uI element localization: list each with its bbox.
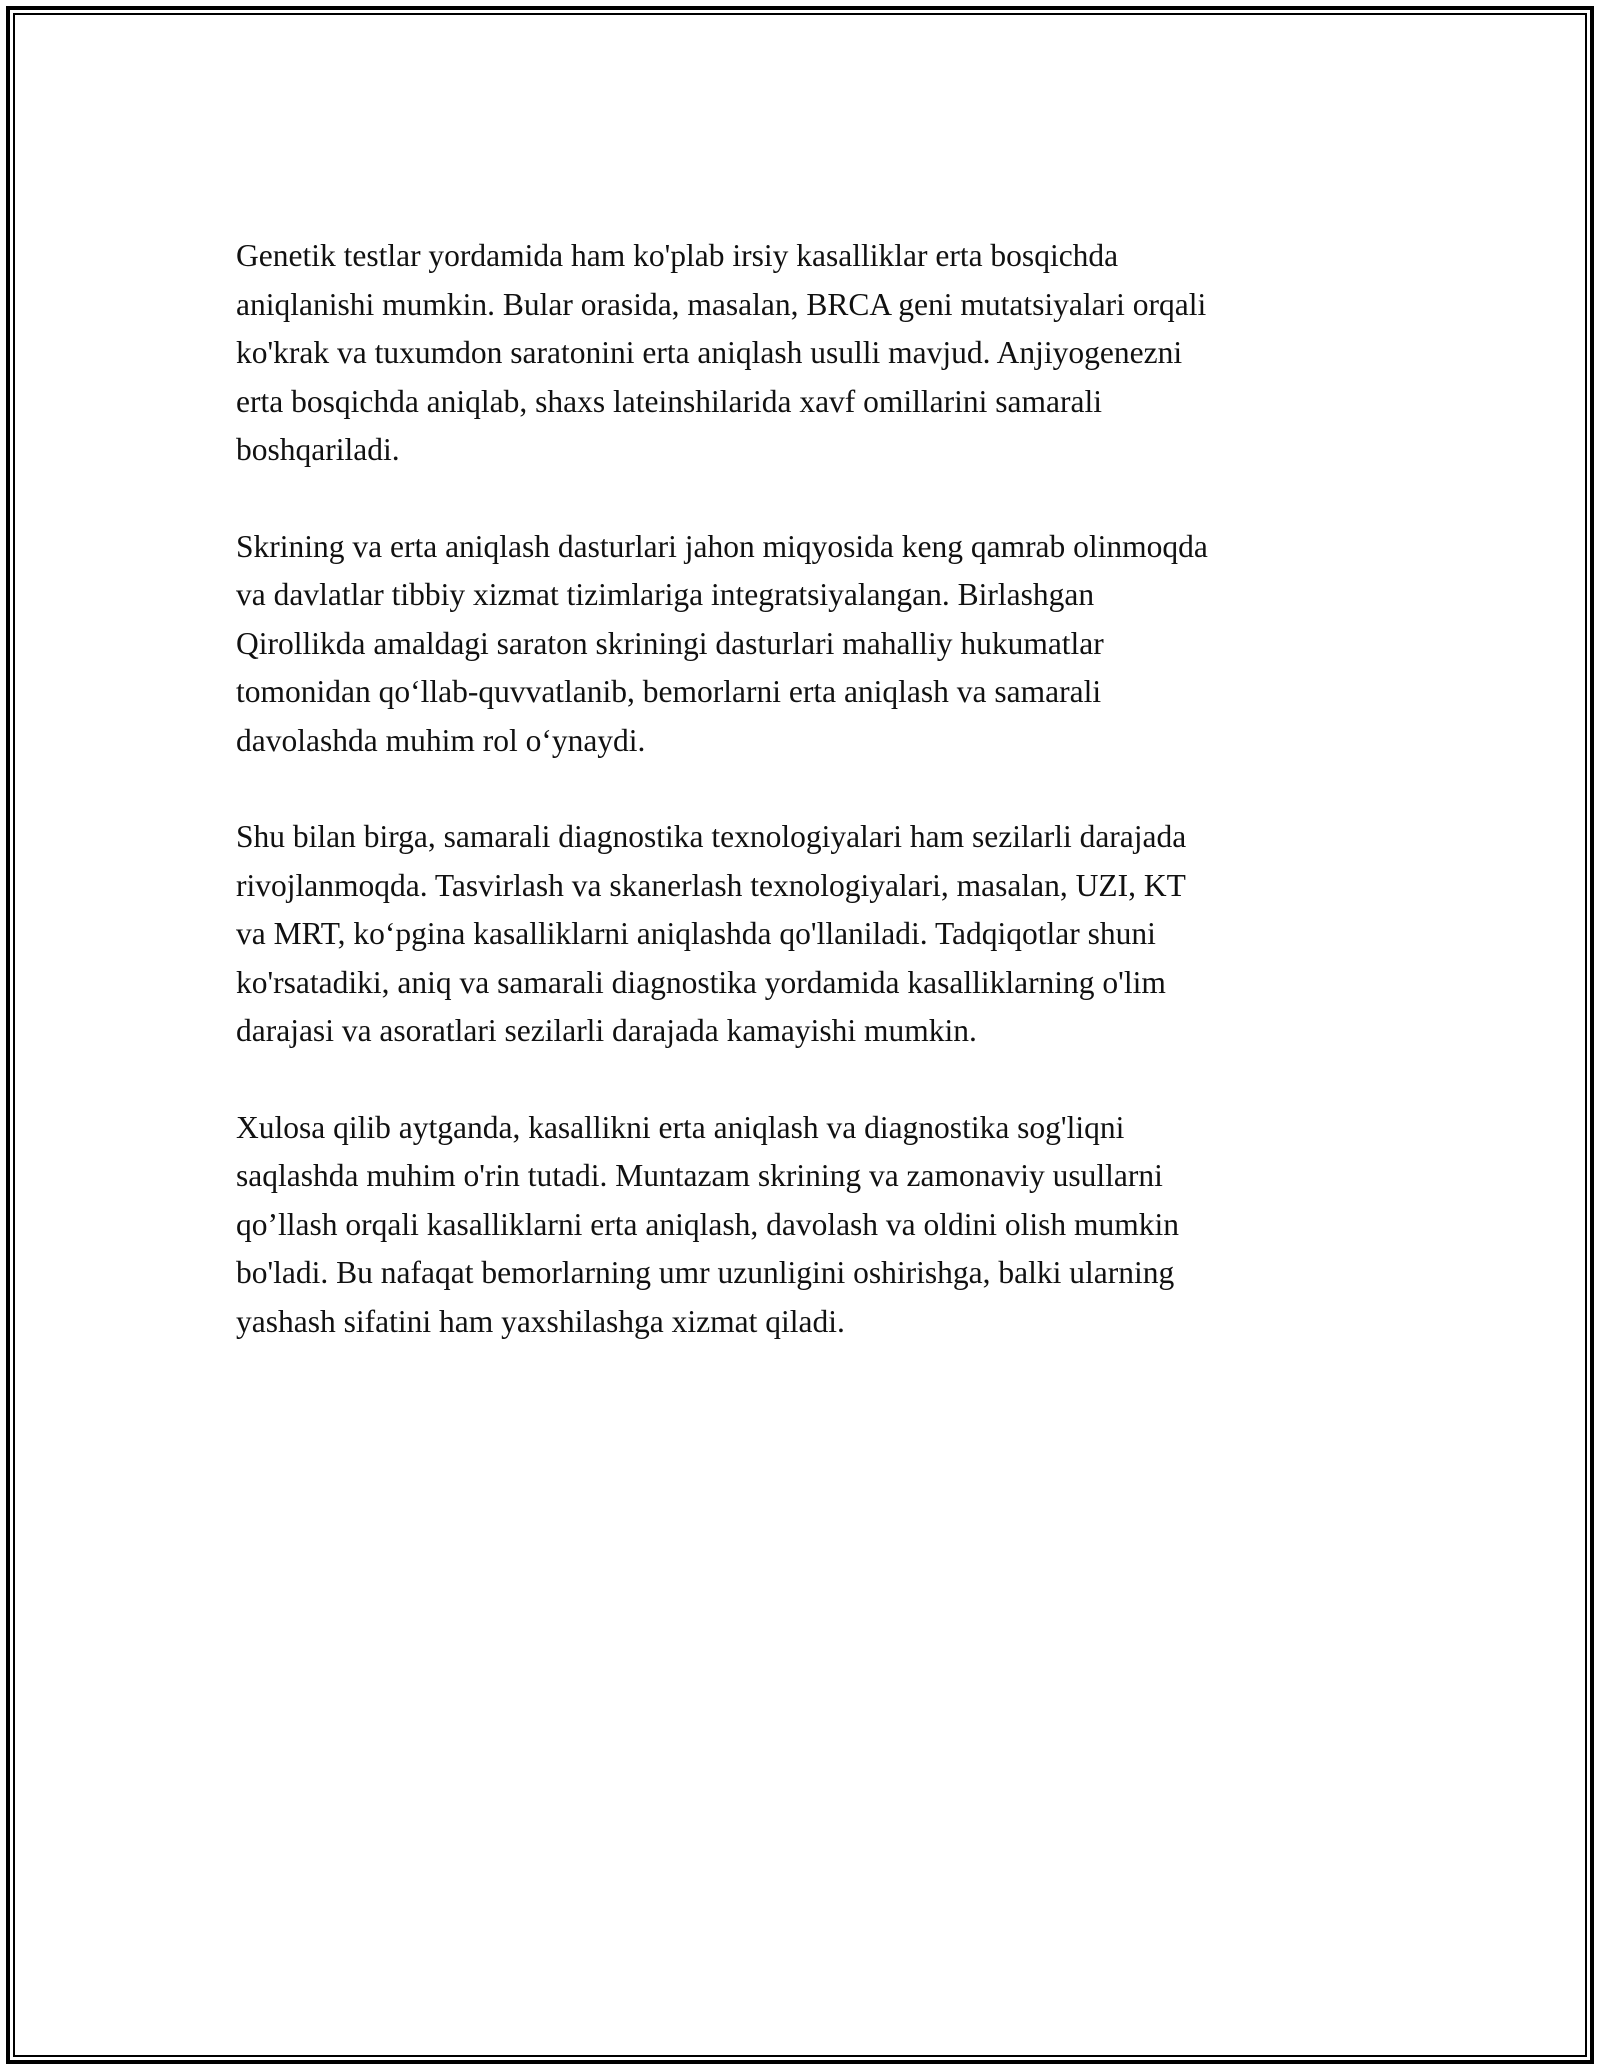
paragraph-conclusion: Xulosa qilib aytganda, kasallikni erta aniqlash va diagnostika sog'liqni saqlashda muhim o'rin tutadi. Muntazam skrining va zamonaviy usullarni qo’llash orqali kasalliklarni erta aniqlash, davolash va oldini olish mumkin bo'ladi. Bu nafaqat bemorlarning umr uzunligini oshirishga, balki ularning yashash sifatini ham yaxshilashga xizmat qiladi. — [236, 1109, 1180, 1339]
document-body — [236, 232, 1376, 1394]
paragraph-genetic-tests: Genetik testlar yordamida ham ko'plab irsiy kasalliklar erta bosqichda aniqlanishi mumkin. Bular orasida, masalan, BRCA geni mutatsiyalari orqali ko'krak va tuxumdon saratonini erta aniqlash usulli mavjud. Anjiyogenezni erta bosqichda aniqlab, shaxs lateinshilarida xavf omillarini samarali boshqariladi. — [236, 238, 1207, 467]
paragraph-screening-programs: Skrining va erta aniqlash dasturlari jahon miqyosida keng qamrab olinmoqda va davlatlar tibbiy xizmat tizimlariga integratsiyalangan. Birlashgan Qirollikda amaldagi saraton skriningi dasturlari mahalliy hukumatlar tomonidan qo‘llab-quvvatlanib, bemorlarni erta aniqlash va samarali davolashda muhim rol o‘ynaydi. — [236, 528, 1208, 758]
paragraph-diagnostic-technologies: Shu bilan birga, samarali diagnostika texnologiyalari ham sezilarli darajada rivojlanmoqda. Tasvirlash va skanerlash texnologiyalari, masalan, UZI, KT va MRT, ko‘pgina kasalliklarni aniqlashda qo'llaniladi. Tadqiqotlar shuni ko'rsatadiki, aniq va samarali diagnostika yordamida kasalliklarning o'lim darajasi va asoratlari sezilarli darajada kamayishi mumkin. — [236, 819, 1187, 1048]
